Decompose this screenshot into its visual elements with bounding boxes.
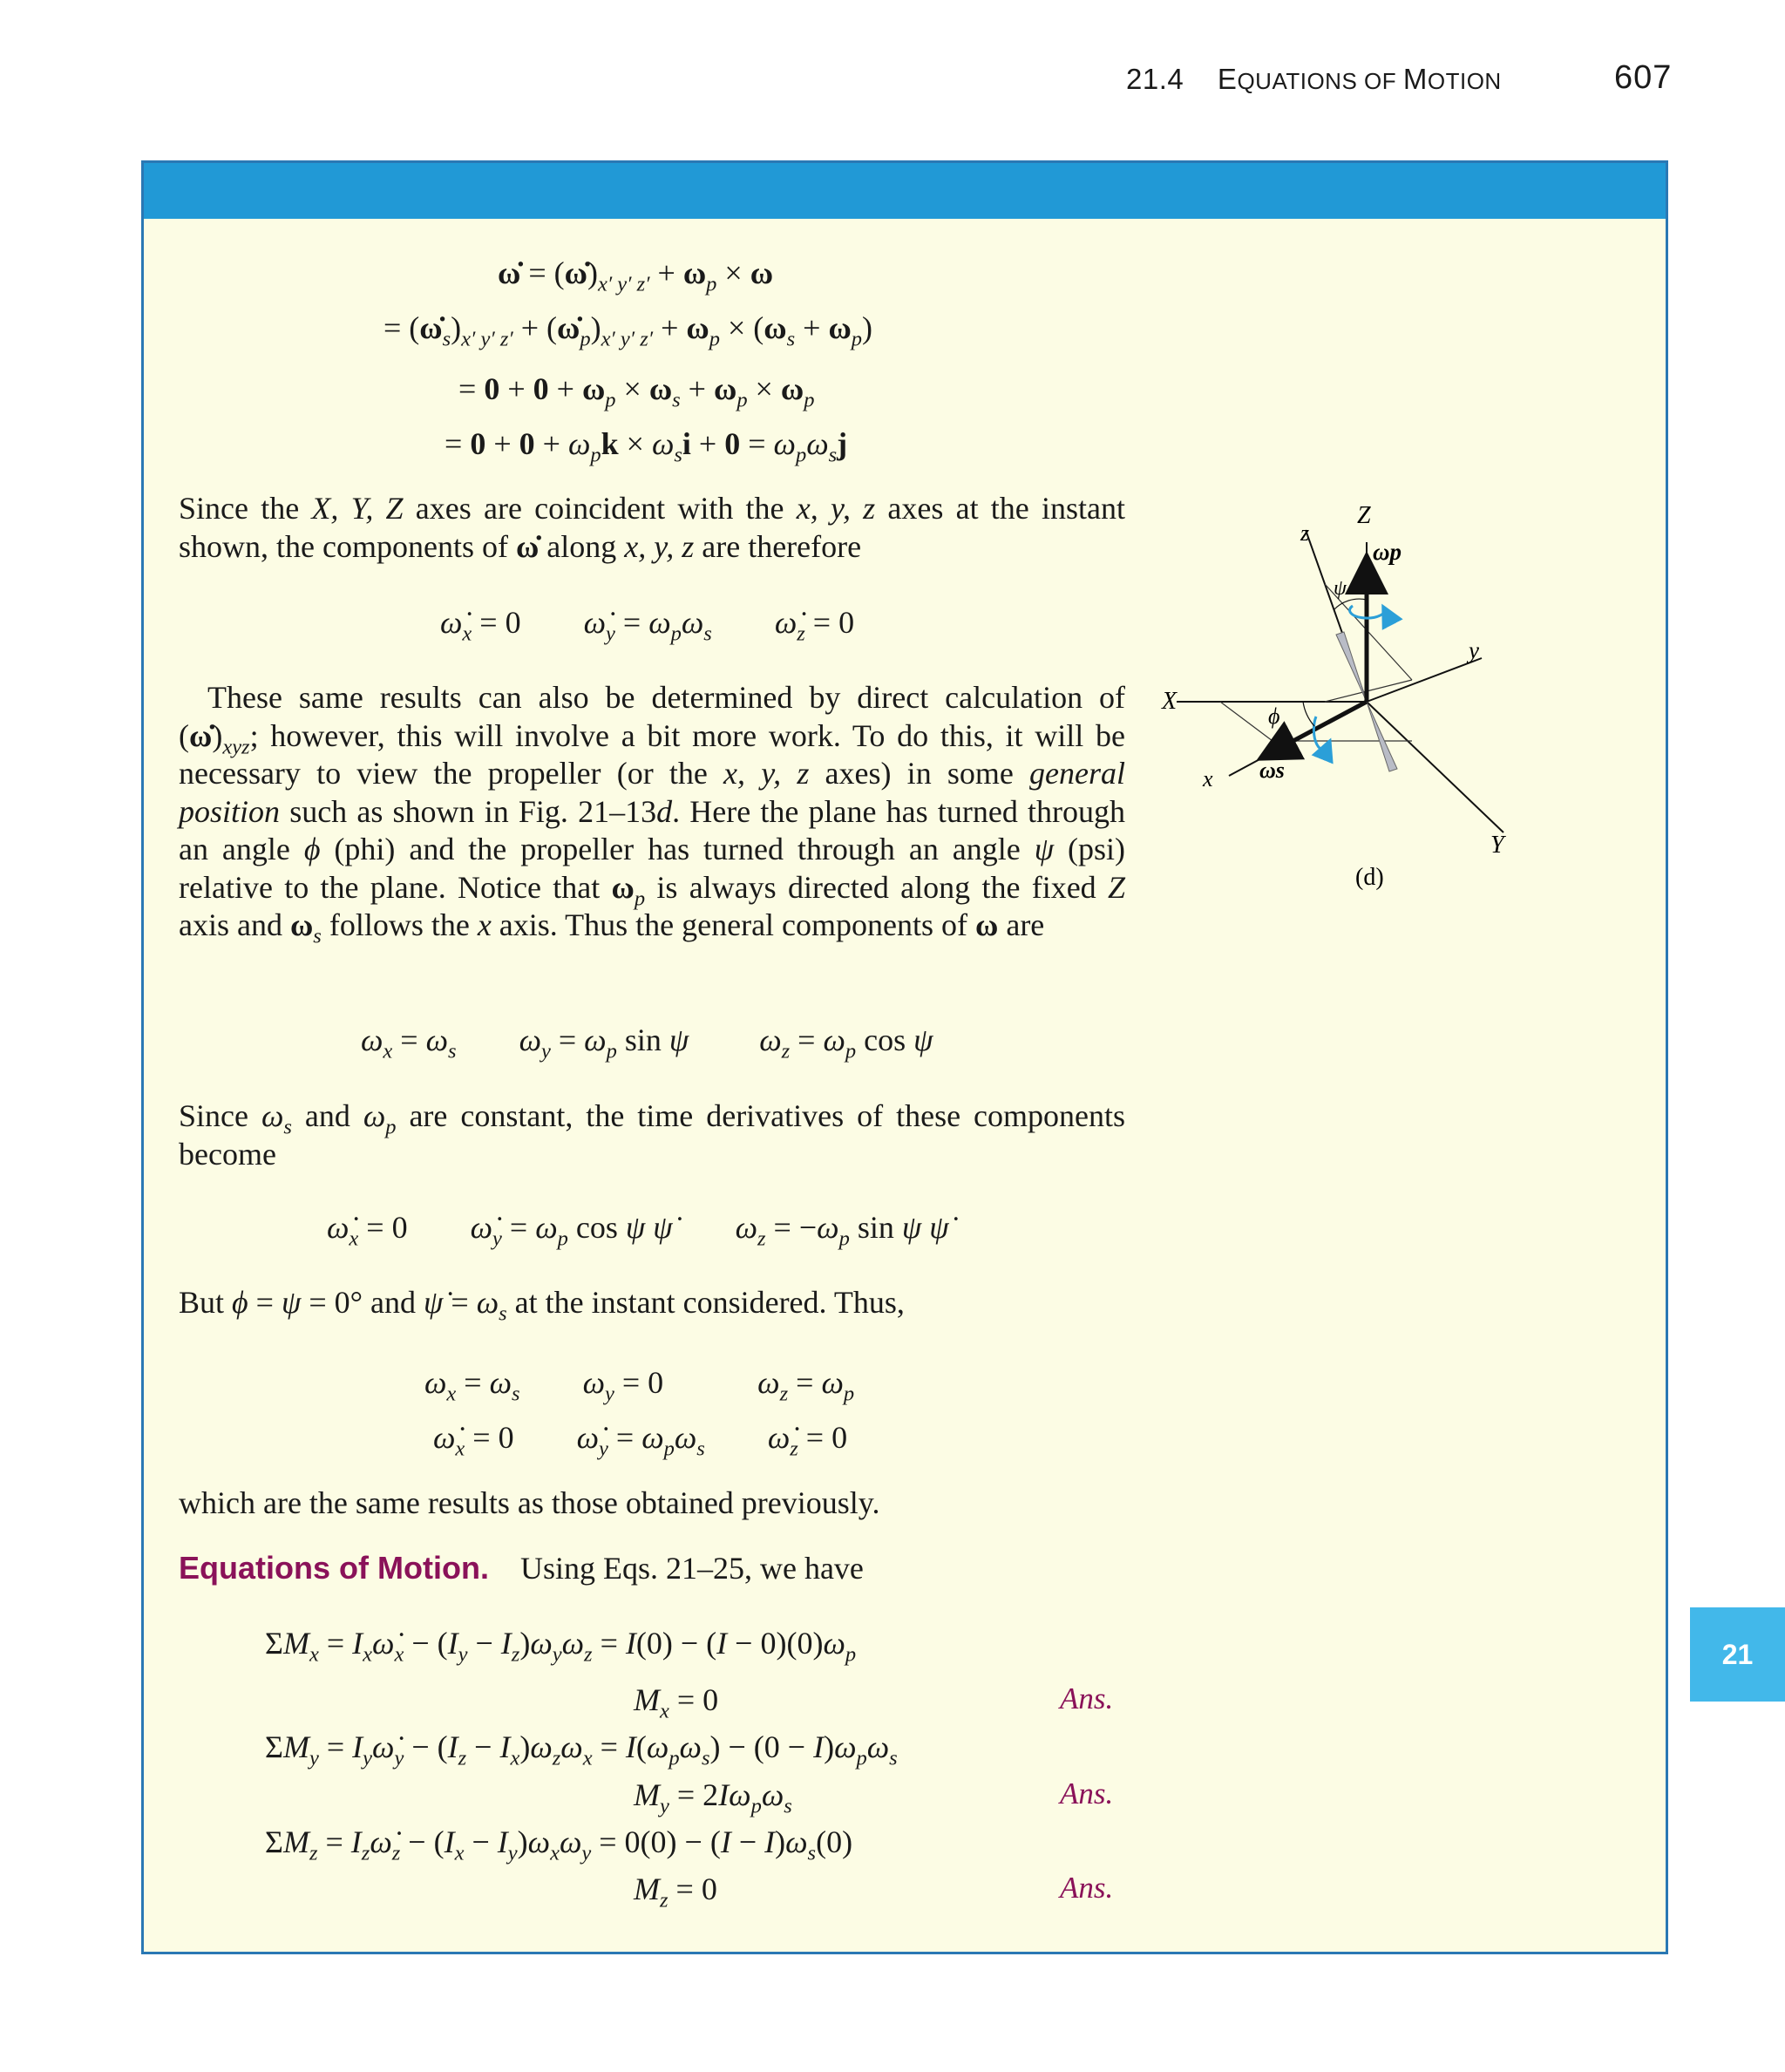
propeller-blade xyxy=(1367,702,1397,771)
section-title-part: E xyxy=(1217,63,1238,95)
figure-propeller-axes xyxy=(1150,488,1517,898)
equation-line-3: = $0 + 0 + \omega_p \times \omega_s + \omega_p \times \omega_p$ xyxy=(458,371,815,412)
paragraph-5: which are the same results as those obtained previously. xyxy=(179,1485,880,1520)
eom-line-sum-my: $\Sigma M_y$ = $I_y\omegȧ_y - (I_z - I_x)\omega_z\omega_x = I(\omega_p\omega_s) - (0 - I)\omega_p\omega_s$ xyxy=(265,1729,898,1770)
example-box-header-bar xyxy=(144,163,1666,219)
label-y: y xyxy=(1469,637,1479,663)
running-header-section xyxy=(1126,63,1502,96)
paragraph-3: Since $\omega_s$ and $\omega_p$ are constant, the time derivatives of these components become xyxy=(179,1098,1125,1172)
construction-line xyxy=(1220,702,1273,741)
eom-intro: Using Eqs. 21–25, we have xyxy=(519,1551,864,1586)
section-number: 21.4 xyxy=(1126,63,1184,95)
label-Y: Y xyxy=(1490,832,1504,859)
eom-heading-line xyxy=(179,1550,864,1586)
y-axis-line xyxy=(1367,658,1482,702)
equation-instant-row-2: $\omegȧ_x = 0$ $\omegȧ_y = \omega_p\omega_s$ $\omegȧ_z = 0$ xyxy=(433,1420,848,1461)
paragraph-1: Since the X, Y, Z axes are coincident with the x, y, z axes at the instant shown, the components of ω̇ along x, y, z are therefore xyxy=(179,491,1125,564)
eom-line-sum-mx: $\Sigma M_x$ = $I_x\omegȧ_x - (I_y - I_z)\omega_y\omega_z = I(0) - (I - 0)(0)\omega_p$ xyxy=(265,1626,857,1667)
eom-line-mx: $M_x = 0$ xyxy=(634,1682,719,1723)
eom-line-my: $M_y = 2I\omega_p\omega_s$ xyxy=(634,1777,792,1818)
equation-instant-row-1: $\omega_x = \omega_s$ $\omega_y = 0$ $\omega_z = \omega_p$ xyxy=(424,1365,855,1406)
equation-general-components: $\omega_x = \omega_s$ $\omega_y = \omega_p$ sin ψ $\omega_z = \omega_p$ cos ψ xyxy=(361,1022,933,1063)
phi-angle-arc xyxy=(1303,702,1314,726)
propeller-blade xyxy=(1336,632,1367,702)
answer-label: Ans. xyxy=(1060,1681,1114,1715)
section-title-part: M xyxy=(1402,63,1428,95)
answer-label: Ans. xyxy=(1060,1776,1114,1810)
figure-caption: (d) xyxy=(1355,864,1384,891)
equation-line-1: ω̇ = $(\omegȧ)_{x' y' z'} + \omega_p \times \omega$ xyxy=(498,255,774,296)
section-heading: Equations of Motion. xyxy=(179,1550,489,1586)
equation-dot-components: $\omegȧ_x = 0$ $\omegȧ_y = \omega_p\omega_s$ $\omegȧ_z = 0$ xyxy=(440,605,855,646)
eom-line-sum-mz: $\Sigma M_z$ = $I_z\omegȧ_z - (I_x - I_y)\omega_x\omega_y = 0(0) - (I - I)\omega_s(0)$ xyxy=(265,1824,853,1865)
equation-line-2: = $(\omegȧ_s)_{x' y' z'}$ + $(\omegȧ_p)_{x' y' z'} + \omega_p \times (\omega_s + \omega_p)$ xyxy=(383,310,873,351)
label-Z: Z xyxy=(1357,502,1371,529)
label-x: x xyxy=(1203,766,1213,791)
equation-line-4: = $0 + 0 + \omega_pk \times \omega_si + 0 = \omega_p\omega_sj$ xyxy=(445,426,848,467)
section-title-part: OTION xyxy=(1427,68,1502,94)
answer-label: Ans. xyxy=(1060,1871,1114,1905)
label-omega-p: ωp xyxy=(1373,539,1402,565)
chapter-tab: 21 xyxy=(1690,1607,1785,1702)
label-X: X xyxy=(1162,688,1178,715)
paragraph-4: But ϕ = ψ = 0° and ψ̇ = $\omega_s$ at the instant considered. Thus, xyxy=(179,1285,905,1326)
label-phi: ϕ xyxy=(1268,703,1280,729)
equation-derivatives: $\omegȧ_x = 0$ $\omegȧ_y = \omega_p$ cos ψ ψ̇ $\omega_z = -\omega_p$ sin ψ ψ̇ xyxy=(327,1210,949,1251)
page-number: 607 xyxy=(1614,59,1673,96)
paragraph-2: These same results can also be determined by direct calculation of $(\omegȧ)_{xyz}$; however, this will involve a bit more work. To do this, it will be necessary to view the propeller (or the x, y, z axes) in some general position such as shown in Fig. 21–13d. Here the plane has turned through an angle ϕ (phi) and the propeller has turned through an angle ψ (psi) relative to the plane. Notice that $\omega_p$ is always directed along the fixed Z axis and $\omega_s$ follows the x axis. Thus the general components of ω are xyxy=(179,680,1126,948)
label-psi: ψ xyxy=(1334,577,1347,600)
label-omega-s: ωs xyxy=(1259,757,1285,783)
section-title-part: QUATIONS OF xyxy=(1237,68,1403,94)
label-z: z xyxy=(1300,520,1310,546)
eom-line-mz: $M_z = 0$ xyxy=(634,1872,717,1912)
Y-axis-line xyxy=(1367,702,1503,832)
